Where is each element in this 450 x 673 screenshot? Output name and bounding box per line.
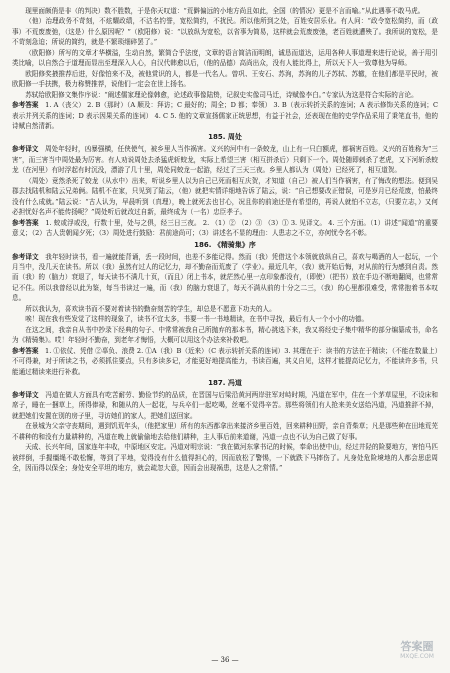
paragraph-text: （他）治理政务不苛刻，不炫耀政绩，不沽名钓誉，宽松简约，不扰民。所以他所到之处，百姓安居乐业。有人问：“政令宽松简约，而（政事）不荒废废弛，（这是）什么原因呢？”（欧阳修）说：“以放纵为宽松，以省事为简易，这样就会荒废废弛，老百姓就遭殃了。我所说的宽松，是不苛刻急迫；所说的简约，就是不繁琐细碎罢了。” bbox=[12, 17, 438, 47]
paragraph-text: 天成、长兴年间，国家连年丰收，中原地区安定。冯道对明宗说：“我在做河东掌书记的时候，奉命出使中山，经过井陉的险要地方，害怕马匹被绊倒，手握缰绳不敢松懈，等到了平地，觉得没有什么值得担心的，因而放松了警惕，一下就跌下马摔伤了。凡身处危险境地的人都会思虑周全，因而得以保全；身处安全平坦的地方，就会疏忽大意，因而会出现祸患，这是人之常情。” bbox=[12, 443, 438, 473]
paragraph-text: （欧阳修）所写的文章才华横溢，生动自然，繁简合乎法度，文章的语言简洁而明朗，诚恳而道达，运用各种人事道理来进行论说，善于用引类比喻，以自然合于道理而显出至理深入人心，自汉代韩愈以后，（他的品德）高尚出众，没有人能比得上，所以天下人一致尊他为导师。 bbox=[12, 48, 438, 68]
body-paragraph bbox=[12, 325, 438, 346]
paragraph-text: 唉！现在我有些发觉了这样的现象了，读书不宜太多，书要一书一书地精读，在书中寻找，最后有人一个小小的功德。 bbox=[25, 315, 369, 324]
translation-label: 参考译文 bbox=[12, 390, 39, 399]
body-paragraph bbox=[12, 6, 438, 16]
paragraph-text: 苏轼给欧阳修文集作序说：“阐述儒家理论像韩愈，论述政事像陆贽，记叙史实像司马迁，诗赋像李白。”专家认为这是符合实际的言论。 bbox=[25, 90, 418, 99]
answer-label: 参考答案 bbox=[12, 101, 39, 110]
answer-block bbox=[12, 100, 438, 131]
paragraph-text: 欧阳修奖掖推荐后进，好像怕来不及，被他赏识的人，都是一代名人。曾巩、王安石、苏洵，苏洵的儿子苏轼、苏辙，在他们都是平民时，被欧阳修一手扶携，极力称赞推荐，说他们一定会在世上扬名。 bbox=[12, 69, 438, 89]
page-content bbox=[12, 6, 438, 474]
watermark-line-1: 答案圈 bbox=[400, 640, 434, 653]
paragraph-text: 冯道在做人方面具有吃苦耐劳、勤俭节约的品质，在晋国与后梁沿黄河两岸驻军对峙时期，冯道在军中，住在一个茅草屋里，不设床和席子，睡在一捆草上，所得俸禄，和随从的人一起花，与兵卒们一起吃喝，丝毫不觉得辛苦。那些将领们有人抢来美女送给冯道，冯道推辞不掉，就把她们安置在别的房子里，寻访她们的家人，把她们送回家。 bbox=[12, 390, 439, 420]
answer-block bbox=[12, 346, 438, 377]
translation-label: 参考译文 bbox=[12, 145, 39, 154]
body-paragraph bbox=[12, 442, 438, 473]
site-watermark-logo bbox=[390, 641, 444, 669]
body-paragraph bbox=[12, 69, 438, 90]
body-paragraph bbox=[12, 176, 438, 218]
body-paragraph bbox=[12, 16, 438, 47]
paragraph-text: 周处年轻时，凶暴强横，任侠使气，被乡里人当作祸害。义兴的河中有一条蛟龙，山上有一只白额虎，都祸害百姓。义兴的百姓称为“三害”，而三害当中周处最为厉害。有人劝说周处去杀猛虎斩蛟龙，实际上希望三害（相互拼杀后）只剩下一个。周处随即刺杀了老虎，又下河斩杀蛟龙（在河里）有时浮起有时沉没，漂游了几十里，周处同蛟龙一起游，经过了三天三夜。乡里人都认为（周处）已经死了，相互道贺。 bbox=[12, 145, 439, 175]
paragraph-text: 所以我认为，喜欢读书而不要对着读书的勤奋刻苦的学生，却总是不愿意下功夫的人。 bbox=[25, 304, 276, 313]
translation-paragraph bbox=[12, 252, 438, 304]
paragraph-text: 现里面颇俏是非（的判决）数不胜数，于是你天叹道：“荒僻偏远的小地方尚且如此，全国（的情况）更是不言而喻。”从此遇事不敢马虎。 bbox=[25, 7, 425, 15]
paragraph-text: （周处）竟然杀死了蛟龙（从水中）出来，听说乡里人以为自己已死而相互庆贺，才知道（自己）被人们当作祸害，有了悔改的想法。便到吴郡去找陆机和陆云兄弟俩。陆机不在家，只见到了陆云，（他）就把实情详细地告诉了陆云，说：“自己想要改正错误，可是岁月已经荒废，怕最终没有什么成就。”陆云说：“古人认为，早晨听到（真理），晚上就死去也甘心，况且你的前途还是有希望的，再说人就怕不立志，（只要立志，）又何必担忧好名声不能传扬呢？”周处听后就改过自新，最终成为（一名）忠臣孝子。 bbox=[12, 176, 438, 217]
body-paragraph bbox=[12, 90, 438, 100]
answer-block bbox=[12, 218, 438, 239]
body-paragraph bbox=[12, 48, 438, 69]
translation-paragraph bbox=[12, 144, 438, 175]
paragraph-text: 在景城为父亲守丧期间，遇到饥荒年头，（他把家里）所有的东西都拿出来接济乡里百姓，回来耕种田野，亲自背柴草；凡是那些种在田地荒芜不耕种的和没有力量耕种的，冯道在晚上就偷偷地去给他们耕种，主人事后前来道谢，冯道一点也不认为自己做了好事。 bbox=[12, 422, 438, 441]
paragraph-text: 1. ①依仗、凭借 ②辜负、浪费 2. ①A（我）B（近来）（C 表示转折关系的连词）3. 其理在于：读书的方法在于精读；（不能在数量上）不可得兼，对于所读之书，必须抓住要点，只有多读多记，才能更好地提高能力，书读百遍，其义自见，这样才能提高记忆力，不能读许多书，只能通过精读来进行补救。 bbox=[12, 346, 438, 376]
translation-paragraph bbox=[12, 390, 438, 421]
paragraph-text: 我年轻时读书，看一遍就能背诵，丢一段时间，也差不多能记得。然而（我）凭借这个本领就放纵自己，喜欢与喝酒的人一起玩，一个月当中，没几天在读书。所以（我）虽然有过人的记忆力，却不勤奋而荒废了（学业）。最近几年，（我）就开始后悔，对从前的行为感到自责。然而（我）的（脑力）衰退了，每天读书不满几十页，（而且）闭上书本，就茫然心里一点印象都没有，（即使）（把书）放在手边不断地翻阅，也常常记不住。所以我曾经以此为鉴，每当书读过一遍，而（我）的脑力衰退了，每天不满从前的十分之二三，（我）的心里都很难受，常常抱着书本叹息。 bbox=[12, 252, 439, 303]
answer-label: 参考答案 bbox=[12, 346, 39, 355]
paragraph-text: 在这之间，我亲自从书中抄录下经典的句子、中常常被我自己所抛弃的那本书，精心挑选下来，我又将经史子集中精华的部分编纂成书，命名为《精骑集》。哎！年轻时不勤奋，到老年才悔悟，大概可以用这个办法来补救吧。 bbox=[12, 325, 438, 345]
paragraph-text: 1. A（丧父） 2. B（那时）（A 顺及：拜访；C 最好的；周全；D 都；奉领） 3. B（表示转折关系的连词；A 表示修饰关系的连词；C 表示并列关系的连词；D 表示因果关系的连词） 4. C 5. 他的文章宣扬儒家正统思想，有益于社会，还表现在他的史学作品采用了秉笔直书，他的诗赋自然清新。 bbox=[12, 101, 438, 130]
body-paragraph bbox=[12, 304, 438, 314]
translation-label: 参考译文 bbox=[12, 252, 39, 261]
page-number: — 36 — bbox=[211, 655, 239, 664]
section-title: 186. 《精骑集》序 bbox=[194, 240, 256, 249]
section-title: 185. 周处 bbox=[208, 133, 242, 142]
answer-label: 参考答案 bbox=[12, 218, 39, 227]
paragraph-text: 1. 蛟或浮或没，行数十里，处与之俱，经三日三夜。 2. （1）② （2）③ （3）① 3. 见译文。 4. 三个方面。（1）讲述“闻道”的重要意义；（2）古人贵朝闻夕死；（3）周处进行鼓励：君前途尚可；（3）讲述名不显的理由：人患志之不立，亦何忧令名不彰。 bbox=[12, 218, 439, 238]
body-paragraph bbox=[12, 314, 438, 324]
body-paragraph bbox=[12, 421, 438, 442]
watermark-line-2: MXQE.COM bbox=[400, 653, 434, 660]
section-title: 187. 冯道 bbox=[208, 378, 242, 387]
